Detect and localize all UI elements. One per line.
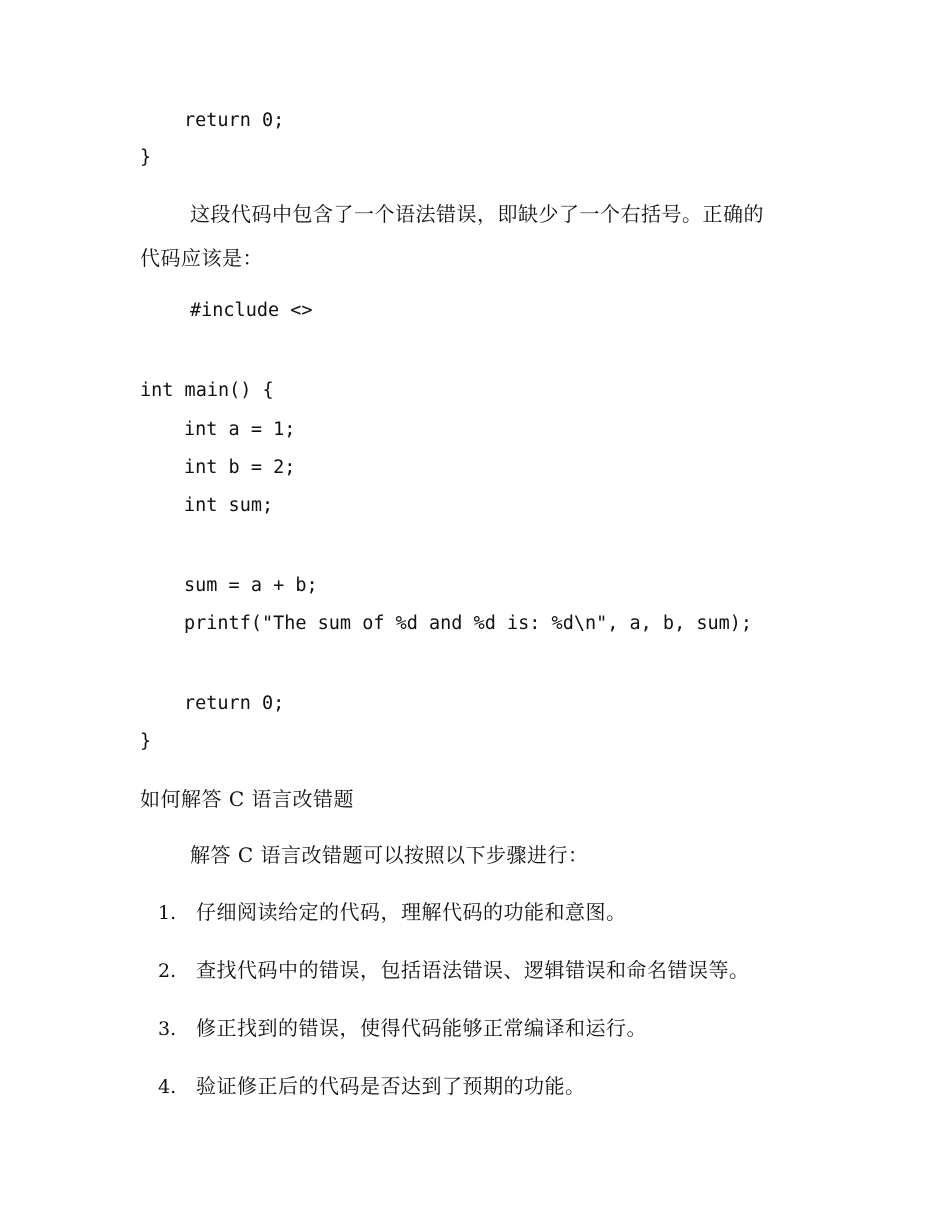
code-return-line-top: return 0; <box>184 110 285 131</box>
code-decl-sum: int sum; <box>184 495 274 516</box>
step-text: 验证修正后的代码是否达到了预期的功能。 <box>196 1074 586 1098</box>
step-number: 3. <box>158 1018 177 1040</box>
code-printf-line: printf("The sum of %d and %d is: %d\n", a, b, sum); <box>184 613 753 634</box>
code-close-brace-top: } <box>140 147 152 168</box>
step-text: 修正找到的错误，使得代码能够正常编译和运行。 <box>196 1016 647 1040</box>
step-text: 仔细阅读给定的代码，理解代码的功能和意图。 <box>196 900 627 924</box>
code-assign-sum: sum = a + b; <box>184 575 318 596</box>
section-intro: 解答 C 语言改错题可以按照以下步骤进行： <box>190 843 589 867</box>
explanation-line-2: 代码应该是： <box>140 246 263 270</box>
code-close-brace: } <box>140 731 152 752</box>
code-include-line: #include <> <box>190 300 313 321</box>
code-return-line: return 0; <box>184 693 285 714</box>
code-decl-a: int a = 1; <box>184 419 296 440</box>
code-main-open: int main() { <box>140 380 274 401</box>
section-heading: 如何解答 C 语言改错题 <box>140 787 355 811</box>
step-text: 查找代码中的错误，包括语法错误、逻辑错误和命名错误等。 <box>196 958 750 982</box>
step-number: 4. <box>158 1076 177 1098</box>
step-number: 1. <box>158 902 177 924</box>
step-number: 2. <box>158 960 177 982</box>
code-decl-b: int b = 2; <box>184 457 296 478</box>
explanation-line-1: 这段代码中包含了一个语法错误，即缺少了一个右括号。正确的 <box>190 202 764 226</box>
